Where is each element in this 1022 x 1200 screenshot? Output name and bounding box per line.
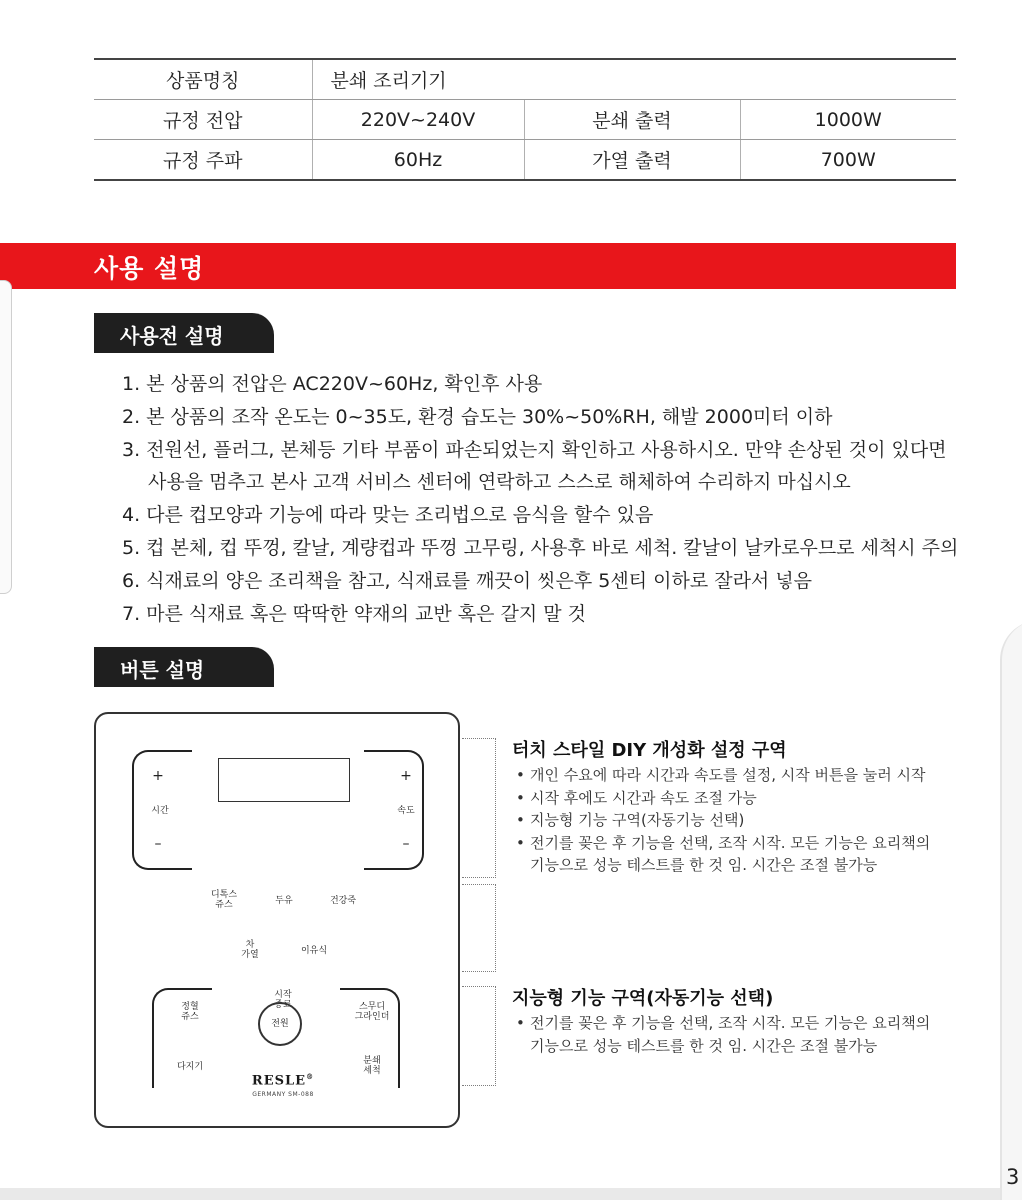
speed-bracket — [364, 750, 424, 870]
table-row — [94, 59, 956, 100]
table-row — [94, 100, 956, 140]
speed-minus-label: – — [402, 836, 410, 852]
dotted-connector — [462, 986, 496, 1086]
crush-clean-label: 분쇄 세척 — [363, 1056, 381, 1076]
table-cell: 상품명칭 — [94, 59, 312, 100]
list-item: 1. 본 상품의 전압은 AC220V~60Hz, 확인후 사용 — [122, 373, 543, 395]
list-item: • 개인 수요에 따라 시간과 속도를 설정, 시작 버튼을 눌러 시작 — [512, 764, 930, 787]
smoothie-grinder-label: 스무디 그라인더 — [354, 1002, 390, 1022]
start-stop-label: 시작 종료 — [274, 990, 292, 1010]
speed-label: 속도 — [397, 806, 415, 816]
list-item: 6. 식재료의 양은 조리책을 참고, 식재료를 깨끗이 씻은후 5센티 이하로 잘라서 넣음 — [122, 569, 813, 592]
power-button-label: 전원 — [258, 1002, 302, 1046]
page-number: 3 — [1006, 1165, 1020, 1189]
display-screen — [218, 758, 350, 802]
list-item: 2. 본 상품의 조작 온도는 0~35도, 환경 습도는 30%~50%RH, 해발 2000미터 이하 — [122, 405, 833, 428]
chop-label: 다지기 — [176, 1062, 204, 1072]
health-porridge-label: 건강죽 — [329, 896, 357, 906]
brand-subtitle: GERMANY SM-088 — [252, 1091, 314, 1098]
list-item: • 전기를 꽂은 후 기능을 선택, 조작 시작. 모든 기능은 요리책의 — [512, 832, 930, 855]
detox-juice-label: 디톡스 쥬스 — [210, 890, 238, 910]
section-banner — [0, 243, 956, 289]
list-item: 사용을 멈추고 본사 고객 서비스 센터에 연락하고 스스로 해체하여 수리하지 마십시오 — [148, 471, 851, 494]
table-cell: 60Hz — [312, 140, 524, 181]
dotted-connector — [462, 884, 496, 972]
table-cell: 220V~240V — [312, 100, 524, 140]
list-item: • 시작 후에도 시간과 속도 조절 가능 — [512, 787, 930, 810]
spec-table — [94, 58, 956, 181]
table-cell: 규정 주파 — [94, 140, 312, 181]
bottom-bar — [0, 1188, 1000, 1200]
list-item: 기능으로 성능 테스트를 한 것 임. 시간은 조절 불가능 — [530, 856, 878, 874]
table-cell: 분쇄 조리기기 — [312, 59, 956, 100]
touch-zone-title: 터치 스타일 DIY 개성화 설정 구역 — [512, 740, 787, 761]
speed-plus-label: + — [400, 768, 412, 784]
list-item: 기능으로 성능 테스트를 한 것 임. 시간은 조절 불가능 — [530, 1036, 878, 1055]
list-item: • 지능형 기능 구역(자동기능 선택) — [512, 809, 930, 832]
table-cell: 가열 출력 — [524, 140, 740, 181]
dotted-connector — [462, 738, 496, 878]
table-cell: 규정 전압 — [94, 100, 312, 140]
table-cell: 1000W — [740, 100, 956, 140]
touch-zone-list — [512, 764, 930, 877]
table-cell: 700W — [740, 140, 956, 181]
list-item: 3. 전원선, 플러그, 본체등 기타 부품이 파손되었는지 확인하고 사용하시오. 만약 손상된 것이 있다면 — [122, 438, 947, 461]
soy-milk-label: 두유 — [275, 896, 293, 906]
juice-label: 정혈 쥬스 — [181, 1002, 199, 1022]
page-curl-decoration — [1000, 620, 1022, 1200]
instruction-list — [122, 368, 982, 630]
banner-title: 사용 설명 — [94, 254, 205, 283]
section-tag-before-use: 사용전 설명 — [94, 313, 274, 353]
brand-logo: RESLE® — [251, 1072, 315, 1089]
table-row — [94, 140, 956, 181]
control-panel-diagram — [94, 712, 460, 1128]
time-label: 시간 — [151, 806, 169, 816]
list-item: 4. 다른 컵모양과 기능에 따라 맞는 조리법으로 음식을 할수 있음 — [122, 504, 654, 527]
side-decoration — [0, 280, 12, 594]
section-tag-buttons: 버튼 설명 — [94, 647, 274, 687]
time-plus-label: + — [152, 768, 164, 784]
baby-food-label: 이유식 — [300, 946, 328, 956]
list-item: 7. 마른 식재료 혹은 딱딱한 약재의 교반 혹은 갈지 말 것 — [122, 602, 586, 625]
smart-zone-list — [512, 1012, 930, 1057]
list-item: • 전기를 꽂은 후 기능을 선택, 조작 시작. 모든 기능은 요리책의 — [512, 1012, 930, 1035]
table-cell: 분쇄 출력 — [524, 100, 740, 140]
tea-heat-label: 차 가열 — [241, 940, 259, 960]
list-item: 5. 컵 본체, 컵 뚜껑, 칼날, 계량컵과 뚜껑 고무링, 사용후 바로 세척. 칼날이 날카로우므로 세척시 주의 — [122, 536, 959, 559]
smart-zone-title: 지능형 기능 구역(자동기능 선택) — [512, 988, 774, 1009]
time-minus-label: – — [154, 836, 162, 852]
